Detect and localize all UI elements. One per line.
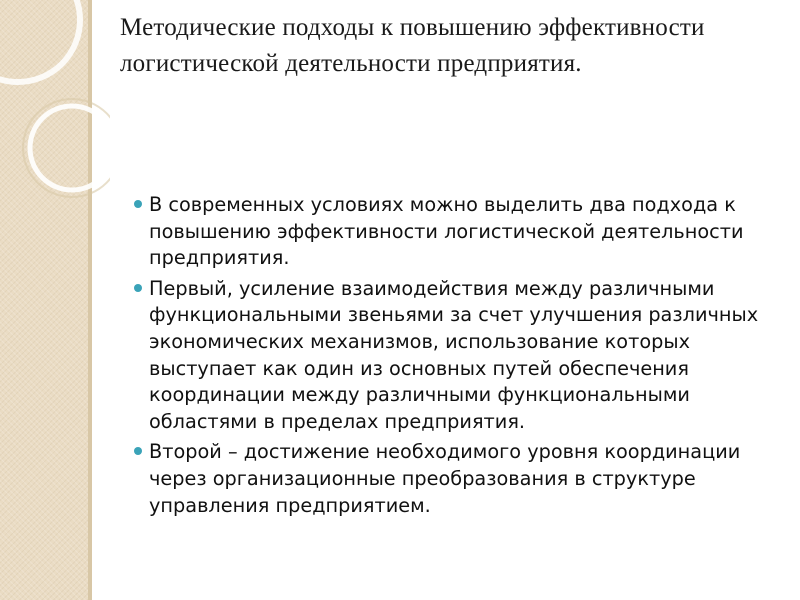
bullet-item [134, 276, 784, 436]
bullet-dot-icon [134, 200, 142, 208]
bullet-list [134, 192, 784, 523]
bullet-text: Первый, усиление взаимодействия между различными функциональными звеньями за счет улучшения различных экономических механизмов, использование которых выступает как один из основных путей обеспечения координации между различными функциональными областями в пределах предприятия. [149, 276, 759, 433]
ring-large [0, 0, 80, 82]
bullet-text: Второй – достижение необходимого уровня координации через организационные преобразования в структуре управления предприятием. [149, 440, 741, 517]
bullet-text: В современных условиях можно выделить два подхода к повышению эффективности логистической деятельности предприятия. [149, 193, 744, 270]
bullet-item [134, 192, 784, 272]
ring-medium [30, 106, 110, 190]
bullet-dot-icon [134, 447, 142, 455]
decorative-rings [0, 0, 110, 600]
bullet-dot-icon [134, 284, 142, 292]
slide-title: Методические подходы к повышению эффективности логистической деятельности предприятия. [120, 14, 705, 77]
bullet-item [134, 439, 784, 519]
